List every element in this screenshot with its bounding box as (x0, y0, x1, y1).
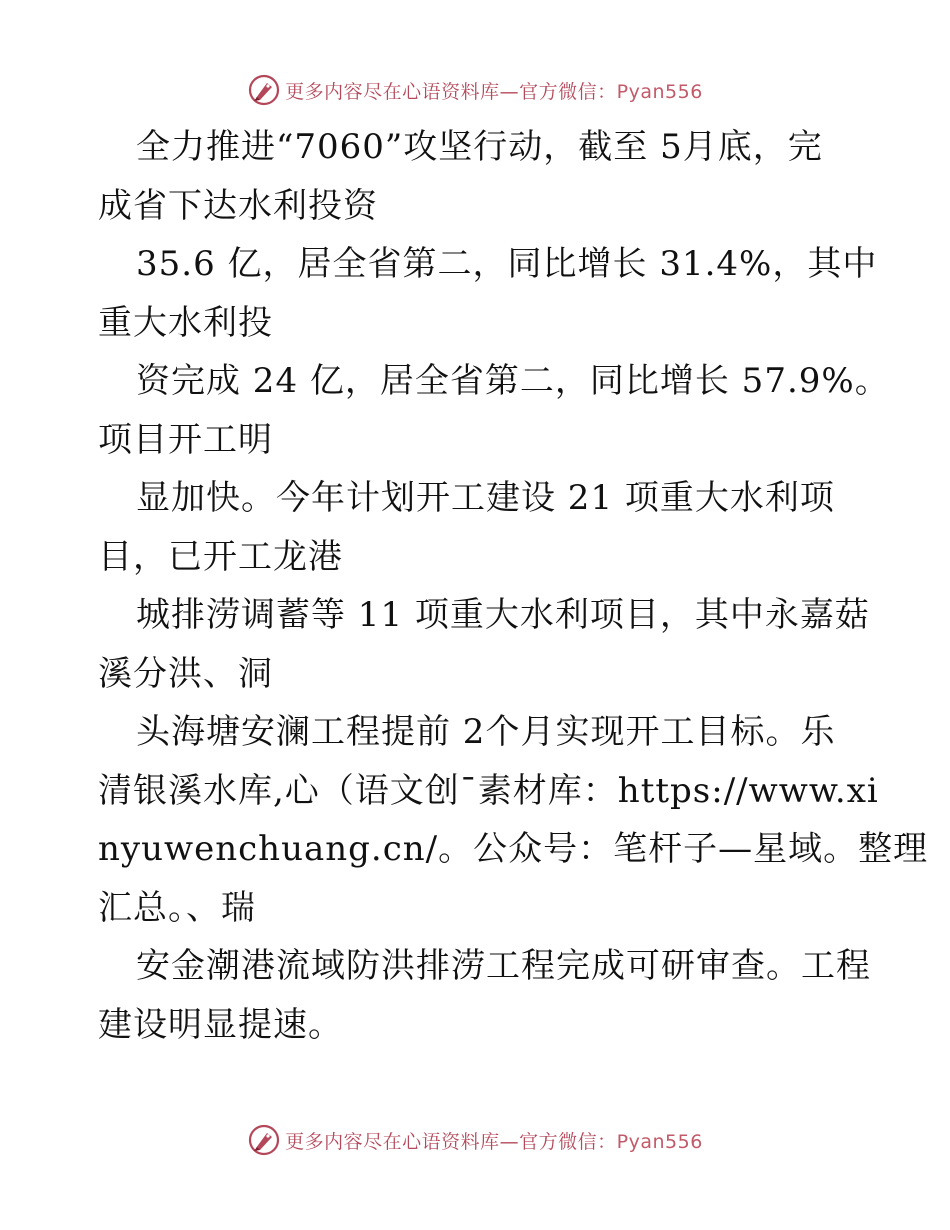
body-line: 安金潮港流域防洪排涝工程完成可研审查。工程 (136, 946, 871, 986)
body-line: 城排涝调蓄等 11 项重大水利项目，其中永嘉菇 (136, 595, 870, 635)
body-line: 35.6 亿，居全省第二，同比增长 31.4%，其中 (136, 244, 878, 284)
body-line: 项目开工明 (98, 419, 273, 460)
footer-wechat-id: Pyan556 (616, 1130, 703, 1153)
body-line: 成省下达水利投资 (98, 185, 378, 226)
body-line: 资完成 24 亿，居全省第二，同比增长 57.9%。 (136, 361, 890, 401)
body-line: 目，已开工龙港 (98, 536, 343, 577)
body-line: 汇总。、瑞 (98, 887, 256, 928)
footer-watermark-text (285, 1127, 703, 1154)
body-line: 全力推进“7060”攻坚行动，截至 5月底，完 (136, 127, 823, 167)
pen-nib-logo-icon (247, 1123, 281, 1157)
body-line: 头海塘安澜工程提前 2个月实现开工目标。乐 (136, 712, 836, 752)
body-line: nyuwenchuang.cn/。公众号：笔杆子—星域。整理 (98, 829, 929, 869)
header-watermark-text (285, 77, 703, 104)
pen-nib-logo-icon (247, 73, 281, 107)
body-line: 重大水利投 (98, 302, 273, 343)
footer-watermark-banner (0, 1120, 950, 1160)
header-wechat-id: Pyan556 (616, 80, 703, 103)
footer-watermark-label: 更多内容尽在心语资料库—官方微信： (285, 1130, 617, 1153)
document-body (98, 118, 929, 1054)
body-line: 清银溪水库,心（语文创¯素材库：https://www.xi (98, 770, 879, 811)
body-line: 建设明显提速。 (98, 1004, 343, 1045)
header-watermark-banner (0, 70, 950, 110)
header-watermark-label: 更多内容尽在心语资料库—官方微信： (285, 80, 617, 103)
body-line: 显加快。今年计划开工建设 21 项重大水利项 (136, 478, 835, 518)
body-line: 溪分洪、洞 (98, 653, 273, 694)
